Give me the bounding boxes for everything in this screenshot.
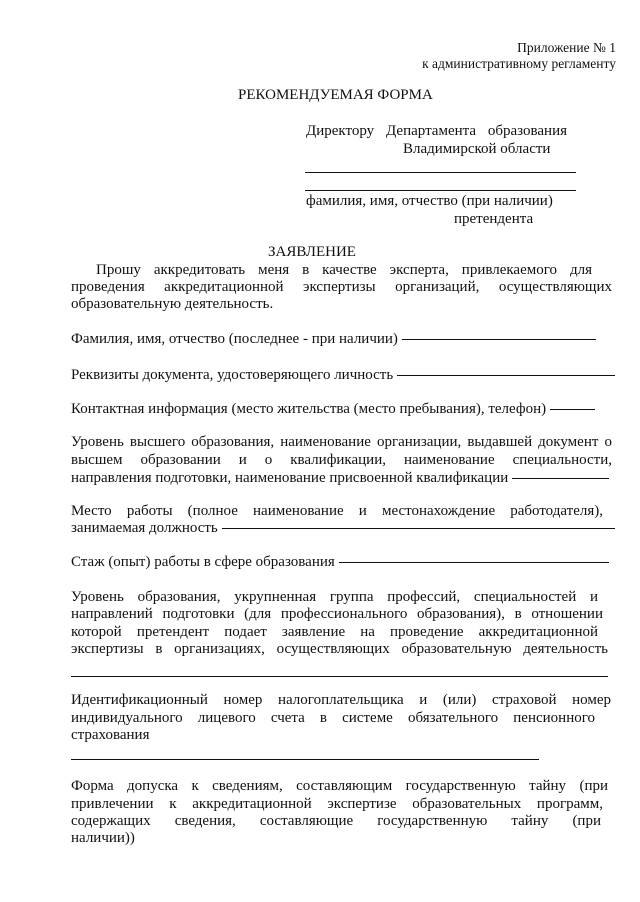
field-tax-line-3: страхования	[71, 727, 150, 743]
field-education-blank[interactable]	[512, 478, 609, 479]
form-title: РЕКОМЕНДУЕМАЯ ФОРМА	[238, 87, 433, 103]
statement-title: ЗАЯВЛЕНИЕ	[268, 244, 356, 260]
field-education-line-3	[71, 470, 609, 487]
field-contact	[71, 401, 595, 418]
appendix-line-2: к административному регламенту	[422, 56, 616, 71]
field-tax-blank[interactable]	[71, 759, 539, 760]
addressee-caption-1: фамилия, имя, отчество (при наличии)	[306, 193, 553, 209]
field-workplace-line-1: Место работы (полное наименование и местонахождение работодателя),	[71, 503, 603, 519]
field-workplace-blank[interactable]	[222, 528, 615, 529]
field-fio-blank[interactable]	[402, 339, 596, 340]
statement-line-3: образовательную деятельность.	[71, 296, 274, 312]
addressee-line-2: Владимирской области	[403, 141, 551, 157]
field-experience-blank[interactable]	[339, 562, 609, 563]
field-clearance-line-2: привлечении к аккредитационной экспертизе образовательных программ,	[71, 796, 603, 812]
addressee-line-1: Директору Департамента образования	[306, 123, 567, 139]
field-id-doc	[71, 367, 615, 384]
field-tax-line-2: индивидуального лицевого счета в системе обязательного пенсионного	[71, 710, 595, 726]
field-level-line-1: Уровень образования, укрупненная группа профессий, специальностей и	[71, 589, 598, 605]
field-id-doc-blank[interactable]	[397, 375, 615, 376]
field-id-doc-label: Реквизиты документа, удостоверяющего личность	[71, 367, 394, 383]
field-level-blank[interactable]	[71, 676, 608, 677]
addressee-blank-2[interactable]	[305, 190, 576, 191]
field-workplace-label-2: занимаемая должность	[71, 520, 218, 536]
field-education-label-3: направления подготовки, наименование присвоенной квалификации	[71, 470, 509, 486]
appendix-line-1: Приложение № 1	[517, 40, 616, 55]
field-level-line-4: экспертизы в организациях, осуществляющих образовательную деятельность	[71, 641, 608, 657]
field-clearance-line-1: Форма допуска к сведениям, составляющим государственную тайну (при	[71, 778, 608, 794]
field-level-line-3: которой претендент подает заявление на проведение аккредитационной	[71, 624, 598, 640]
field-experience	[71, 554, 609, 571]
field-education-line-1: Уровень высшего образования, наименование организации, выдавшей документ о	[71, 434, 612, 450]
field-contact-label: Контактная информация (место жительства (место пребывания), телефон)	[71, 401, 547, 417]
field-fio-label: Фамилия, имя, отчество (последнее - при наличии)	[71, 331, 398, 347]
field-experience-label: Стаж (опыт) работы в сфере образования	[71, 554, 335, 570]
field-contact-blank[interactable]	[550, 409, 595, 410]
statement-line-2: проведения аккредитационной экспертизы организаций, осуществляющих	[71, 279, 612, 295]
addressee-caption-2: претендента	[454, 211, 534, 227]
field-tax-line-1: Идентификационный номер налогоплательщика и (или) страховой номер	[71, 692, 611, 708]
statement-line-1: Прошу аккредитовать меня в качестве эксперта, привлекаемого для	[96, 262, 592, 278]
field-clearance-line-4: наличии))	[71, 830, 135, 846]
field-fio	[71, 331, 596, 348]
field-level-line-2: направлений подготовки (для профессионального образования), в отношении	[71, 606, 603, 622]
field-clearance-line-3: содержащих сведения, составляющие государственную тайну (при	[71, 813, 601, 829]
field-education-line-2: высшем образовании и о квалификации, наименование специальности,	[71, 452, 612, 468]
addressee-blank-1[interactable]	[305, 172, 576, 173]
field-workplace-line-2	[71, 520, 615, 537]
